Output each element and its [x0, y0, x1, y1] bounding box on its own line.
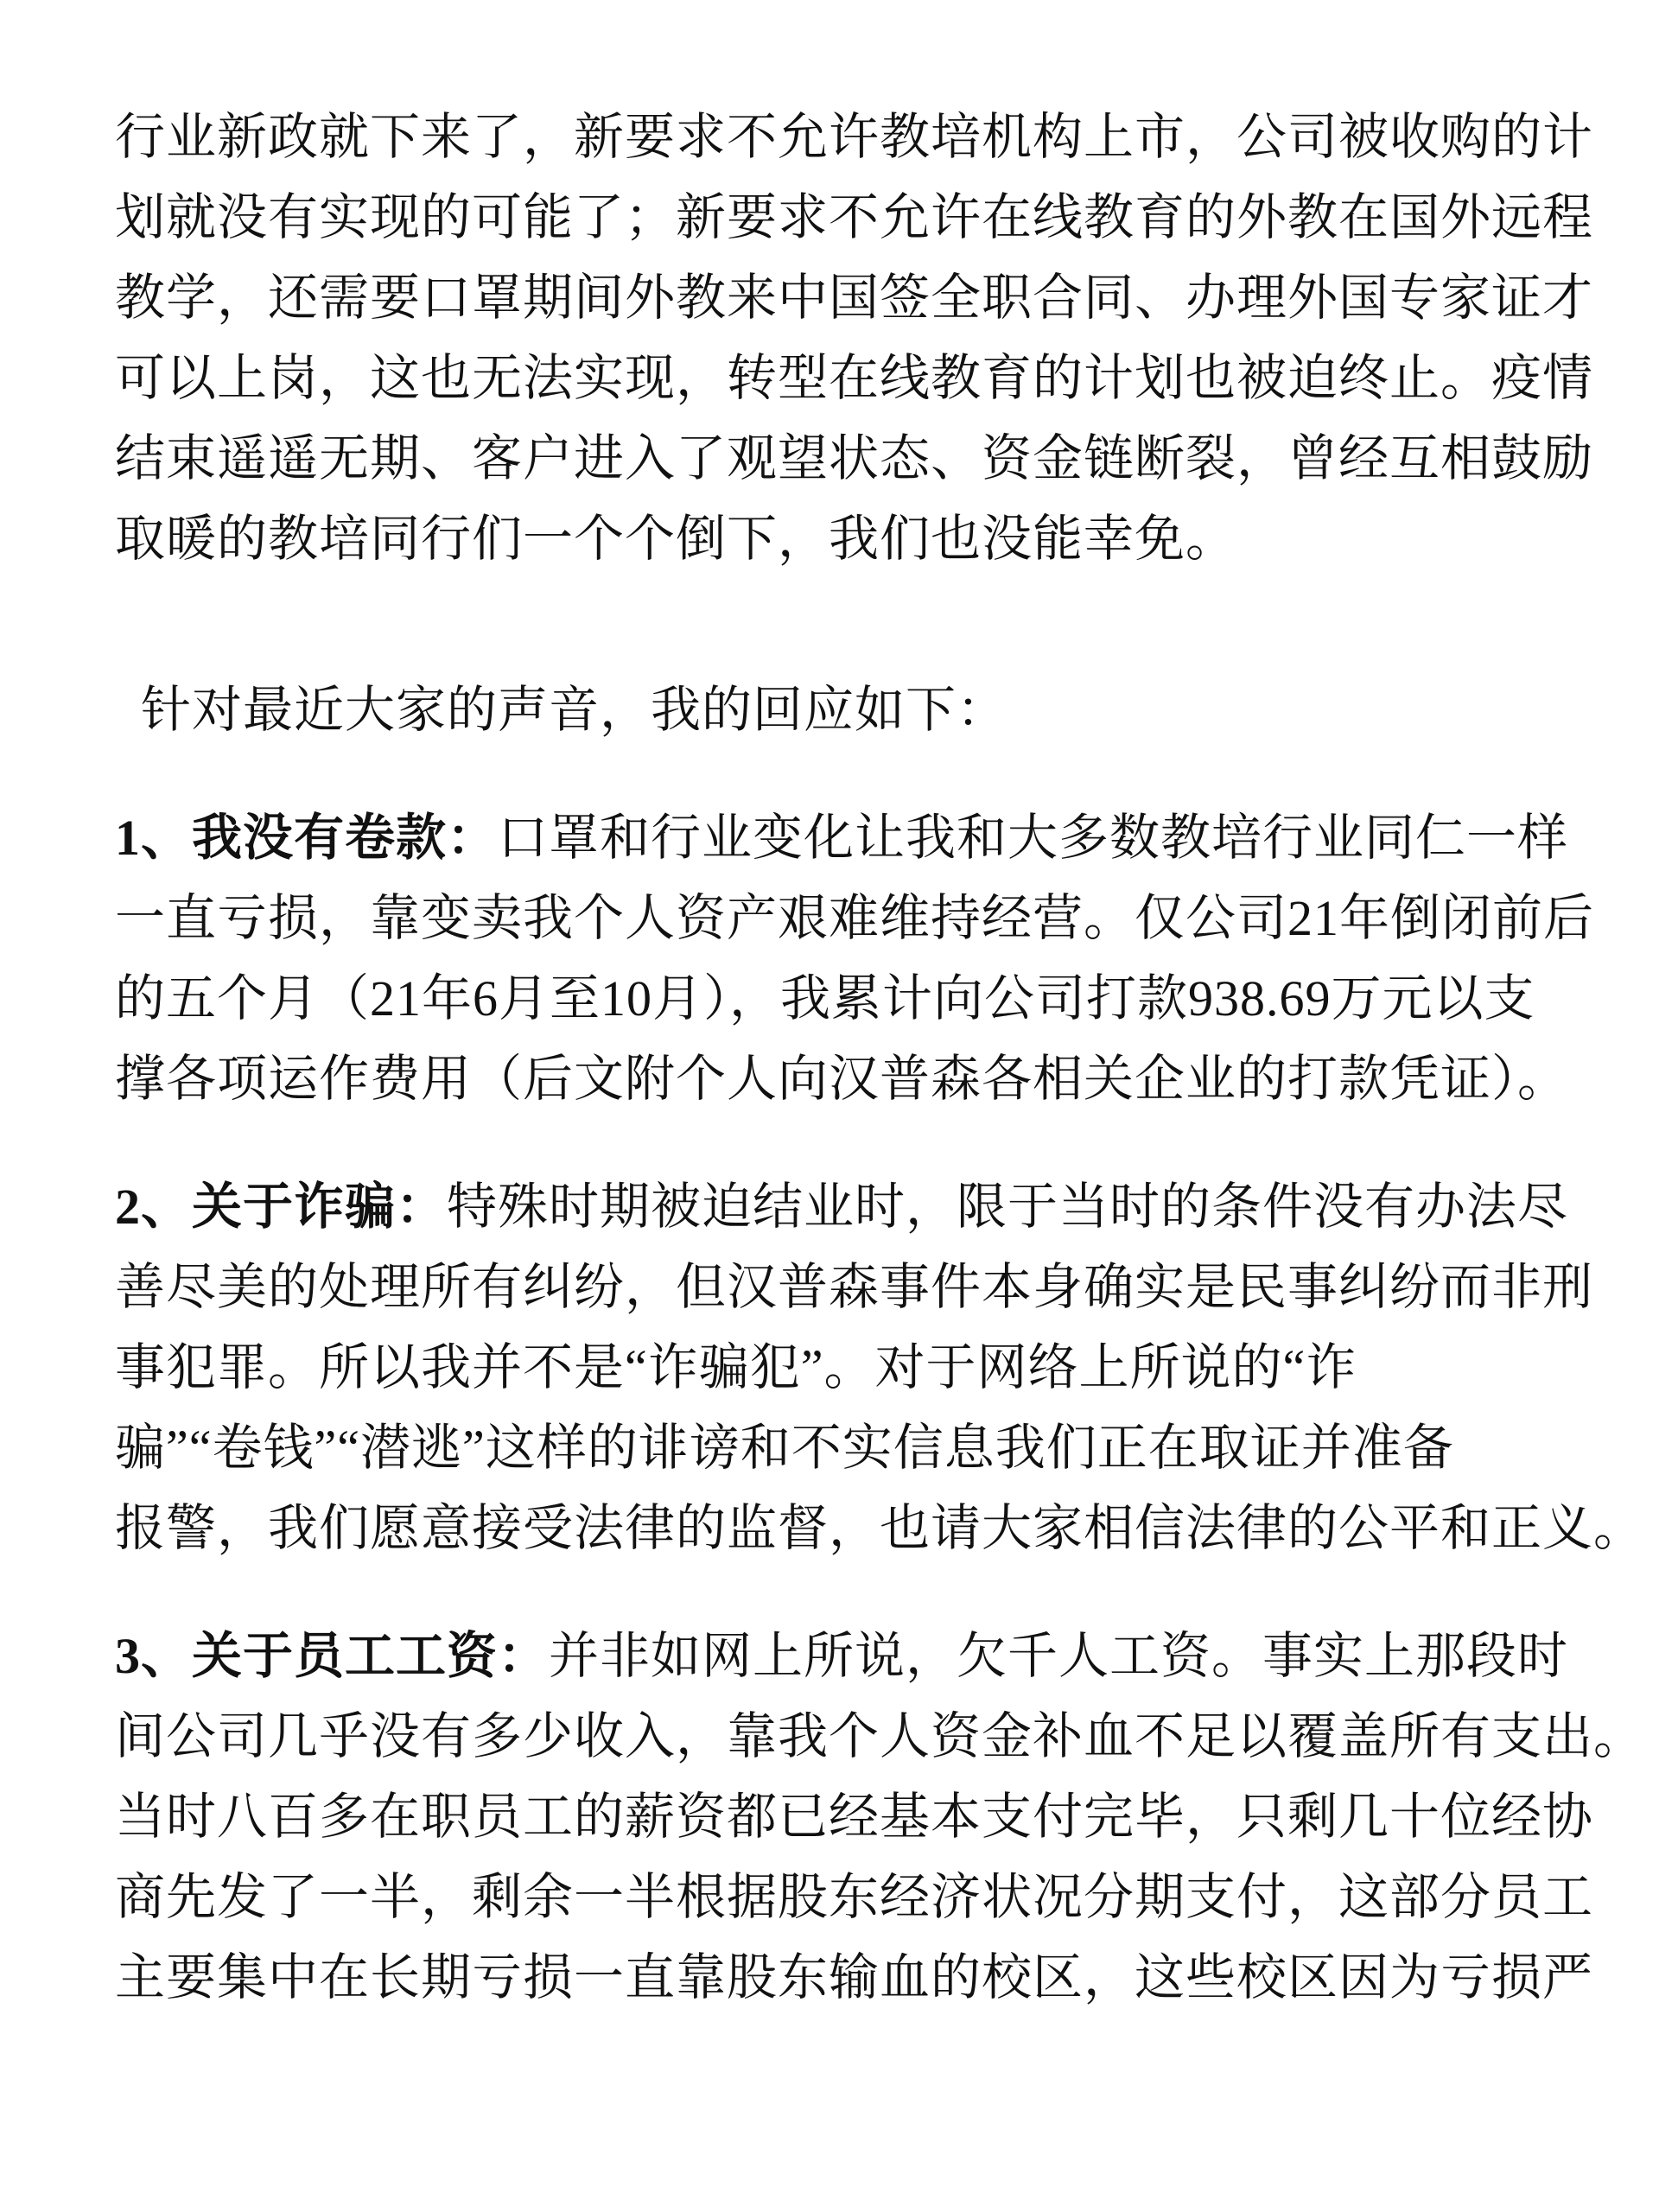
text-line: 当时八百多在职员工的薪资都已经基本支付完毕，只剩几十位经协 [115, 1789, 1594, 1845]
paragraph-point-3-employee-wages [115, 1616, 1645, 2018]
text-line: 间公司几乎没有多少收入，靠我个人资金补血不足以覆盖所有支出。 [115, 1708, 1645, 1764]
text-line: 结束遥遥无期、客户进入了观望状态、资金链断裂，曾经互相鼓励 [115, 430, 1594, 486]
text-run: 口罩和行业变化让我和大多数教培行业同仁一样 [498, 810, 1569, 866]
text-line: 事犯罪。所以我并不是“诈骗犯”。对于网络上所说的“诈 [115, 1339, 1357, 1395]
paragraph-policy-impact [115, 97, 1633, 579]
text-line: 骗”“卷钱”“潜逃”这样的诽谤和不实信息我们正在取证并准备 [115, 1420, 1454, 1476]
point-1-label: 1、我没有卷款： [115, 810, 499, 866]
text-line: 针对最近大家的声音，我的回应如下： [141, 682, 1008, 738]
text-line: 报警，我们愿意接受法律的监督，也请大家相信法律的公平和正义。 [115, 1500, 1645, 1556]
text-line: 一直亏损，靠变卖我个人资产艰难维持经营。仅公司21年倒闭前后 [115, 890, 1595, 946]
text-line: 撑各项运作费用（后文附个人向汉普森各相关企业的打款凭证）。 [115, 1051, 1569, 1107]
text-run: 特殊时期被迫结业时，限于当时的条件没有办法尽 [447, 1179, 1569, 1235]
text-line [115, 798, 1633, 878]
text-line: 可以上岗，这也无法实现，转型在线教育的计划也被迫终止。疫情 [115, 350, 1594, 406]
text-line: 划就没有实现的可能了；新要求不允许在线教育的外教在国外远程 [115, 189, 1594, 245]
paragraph-point-1-no-absconding [115, 798, 1633, 1119]
text-line: 善尽美的处理所有纠纷，但汉普森事件本身确实是民事纠纷而非刑 [115, 1259, 1594, 1315]
point-3-label: 3、关于员工工资： [115, 1628, 550, 1684]
text-run: 并非如网上所说，欠千人工资。事实上那段时 [549, 1628, 1569, 1684]
text-line: 行业新政就下来了，新要求不允许教培机构上市，公司被收购的计 [115, 109, 1594, 165]
point-2-label: 2、关于诈骗： [115, 1179, 448, 1235]
text-line: 主要集中在长期亏损一直靠股东输血的校区，这些校区因为亏损严 [115, 1949, 1594, 2005]
text-line: 商先发了一半，剩余一半根据股东经济状况分期支付，这部分员工 [115, 1869, 1594, 1925]
text-line: 教学，还需要口罩期间外教来中国签全职合同、办理外国专家证才 [115, 270, 1594, 326]
paragraph-point-2-fraud-claims [115, 1166, 1645, 1568]
text-line: 取暖的教培同行们一个个倒下，我们也没能幸免。 [115, 511, 1237, 567]
text-line [115, 1166, 1633, 1247]
paragraph-response-intro [115, 670, 1633, 750]
text-line: 的五个月（21年6月至10月），我累计向公司打款938.69万元以支 [115, 970, 1535, 1027]
text-line [115, 1616, 1633, 1696]
